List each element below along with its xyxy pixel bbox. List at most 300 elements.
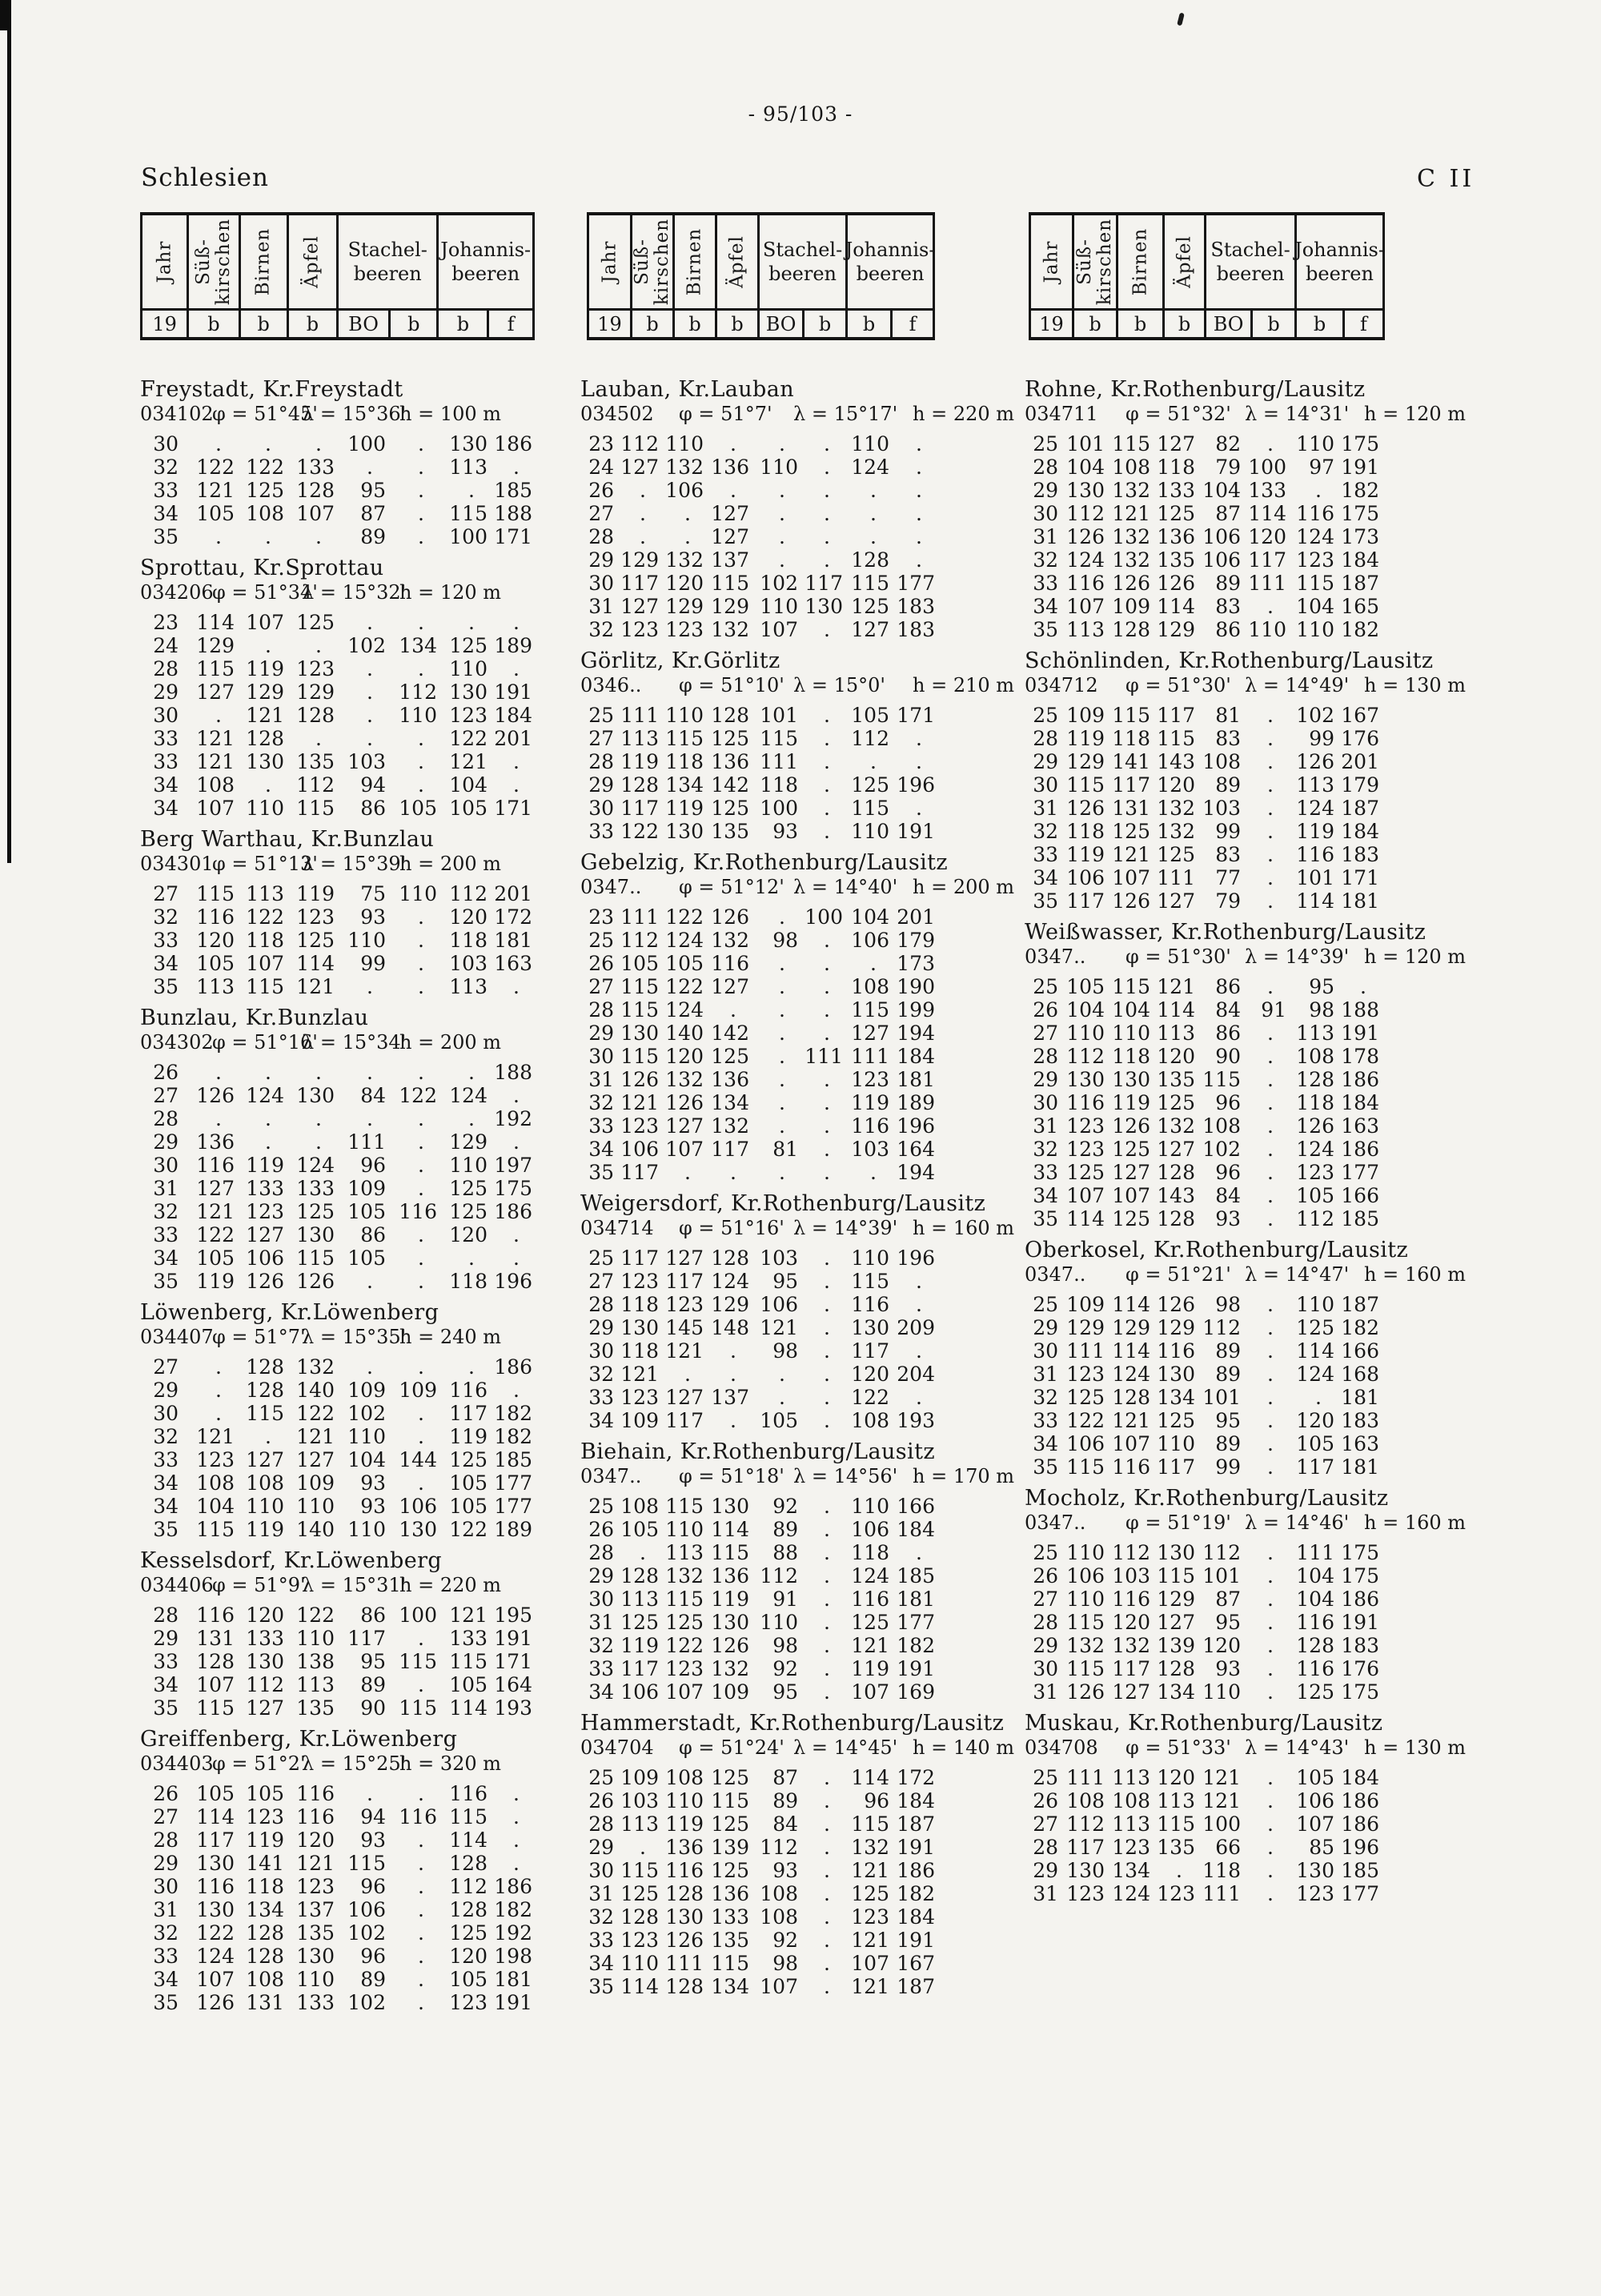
data-cell: 132	[1112, 1634, 1150, 1657]
data-cell: 128	[711, 1246, 749, 1270]
data-cell: 105	[760, 1409, 798, 1432]
data-cell: 125	[449, 1177, 488, 1200]
data-cell: 104	[1296, 1564, 1334, 1588]
station-latitude: φ = 51°19'	[1126, 1511, 1231, 1534]
data-row	[580, 1409, 1014, 1432]
data-cell: 32	[588, 1091, 614, 1114]
data-cell: 141	[1112, 750, 1150, 773]
data-row	[140, 1945, 532, 1968]
station-meta	[580, 402, 1014, 426]
data-row	[140, 1852, 532, 1875]
rotated-label: Birnen	[1130, 227, 1151, 296]
station-latitude: φ = 51°13'	[212, 853, 318, 875]
rotated-label-area	[142, 215, 187, 308]
code-cell: b	[289, 308, 336, 337]
data-cell: .	[1267, 1680, 1274, 1704]
data-cell: .	[916, 1270, 922, 1293]
data-cell: .	[513, 1246, 520, 1270]
rotated-label: Süß- kirschen	[1074, 218, 1116, 306]
data-row	[1025, 1564, 1466, 1588]
station-rows	[1025, 1293, 1466, 1479]
data-cell: 110	[347, 1518, 386, 1541]
data-cell: 108	[196, 1471, 235, 1495]
data-cell: 115	[620, 998, 659, 1022]
data-cell: 110	[449, 657, 488, 680]
data-cell: 30	[588, 1859, 614, 1882]
data-cell: 119	[1066, 843, 1105, 866]
data-cell: 133	[1157, 479, 1195, 502]
station-block	[140, 378, 532, 548]
data-cell: 177	[494, 1471, 532, 1495]
data-row	[580, 1975, 1014, 1998]
data-row	[1025, 1634, 1466, 1657]
data-cell: 105	[347, 1246, 386, 1270]
data-cell: 127	[620, 456, 659, 479]
data-cell: 128	[620, 1564, 659, 1588]
station-longitude: λ = 14°39'	[1245, 945, 1350, 968]
station-id: 0347..	[1025, 945, 1086, 968]
data-cell: 34	[153, 1246, 179, 1270]
data-cell: .	[824, 929, 830, 952]
data-cell: 181	[1341, 1386, 1379, 1409]
data-cell: 117	[805, 572, 843, 595]
station-block	[140, 1301, 532, 1541]
data-cell: 130	[851, 1316, 889, 1339]
data-cell: 183	[1341, 843, 1379, 866]
data-row	[140, 432, 532, 456]
data-cell: .	[1267, 773, 1274, 797]
data-cell: 184	[897, 1789, 935, 1812]
data-cell: 130	[196, 1898, 235, 1921]
data-cell: 96	[864, 1789, 889, 1812]
data-row	[580, 1316, 1014, 1339]
data-cell: 118	[246, 929, 284, 952]
station-elevation: h = 200 m	[913, 876, 1015, 898]
data-cell: .	[513, 1130, 520, 1154]
data-cell: 120	[1248, 525, 1286, 548]
data-cell: 35	[153, 1991, 179, 2014]
data-cell: 125	[711, 1766, 749, 1789]
data-cell: 93	[360, 1495, 386, 1518]
data-cell: 115	[851, 1812, 889, 1836]
data-cell: 129	[1066, 750, 1105, 773]
data-cell: 115	[620, 975, 659, 998]
data-cell: 124	[196, 1945, 235, 1968]
station-rows	[580, 1766, 1014, 1998]
stachelbeeren-column-header	[1204, 215, 1294, 337]
data-cell: 99	[360, 952, 386, 975]
data-cell: 105	[196, 1782, 235, 1805]
station-rows	[140, 432, 532, 548]
data-cell: 111	[620, 704, 659, 727]
data-cell: 119	[620, 750, 659, 773]
data-row	[1025, 1138, 1466, 1161]
data-cell: 130	[805, 595, 843, 618]
data-row	[1025, 1541, 1466, 1564]
data-cell: 107	[1066, 595, 1105, 618]
data-cell: 182	[1341, 1316, 1379, 1339]
data-cell: .	[1267, 1882, 1274, 1905]
rotated-label-area	[189, 215, 238, 308]
data-cell: 120	[246, 1604, 284, 1627]
data-cell: 111	[1296, 1541, 1334, 1564]
data-cell: 183	[897, 618, 935, 641]
data-cell: 29	[1033, 1316, 1058, 1339]
data-cell: 106	[665, 479, 704, 502]
data-cell: .	[418, 1223, 424, 1246]
code-cell: b	[189, 308, 238, 337]
data-cell: 125	[711, 1812, 749, 1836]
data-cell: 35	[153, 1518, 179, 1541]
data-cell: 186	[494, 1200, 532, 1223]
data-cell: 35	[1033, 889, 1058, 913]
data-cell: 34	[588, 1952, 614, 1975]
data-cell: 93	[360, 905, 386, 929]
station-latitude: φ = 51°18'	[679, 1465, 784, 1487]
data-cell: 95	[360, 479, 386, 502]
data-cell: .	[468, 1246, 475, 1270]
data-cell: 175	[494, 1177, 532, 1200]
data-cell: 143	[1157, 1184, 1195, 1207]
data-cell: 127	[246, 1223, 284, 1246]
station-rows	[580, 1246, 1014, 1432]
group-label-area	[760, 215, 845, 308]
data-cell: 30	[1033, 1339, 1058, 1363]
data-row	[1025, 866, 1466, 889]
data-cell: 33	[588, 1386, 614, 1409]
data-cell: .	[367, 704, 373, 727]
data-cell: 138	[296, 1650, 335, 1673]
data-cell: 135	[296, 1921, 335, 1945]
data-cell: 29	[588, 1316, 614, 1339]
data-cell: 122	[665, 975, 704, 998]
data-cell: 130	[1066, 479, 1105, 502]
data-cell: 126	[246, 1270, 284, 1293]
data-row	[580, 727, 1014, 750]
data-cell: 123	[196, 1448, 235, 1471]
data-cell: 134	[665, 773, 704, 797]
data-cell: 182	[897, 1882, 935, 1905]
data-cell: 98	[772, 1634, 798, 1657]
data-cell: 171	[494, 1650, 532, 1673]
rotated-label: Äpfel	[726, 235, 748, 288]
data-cell: .	[367, 727, 373, 750]
data-cell: .	[265, 525, 271, 548]
data-cell: 27	[1033, 1588, 1058, 1611]
station-rows	[140, 1604, 532, 1720]
data-cell: 29	[588, 773, 614, 797]
data-cell: 30	[588, 1339, 614, 1363]
data-cell: 132	[711, 1114, 749, 1138]
data-cell: .	[265, 1425, 271, 1448]
data-cell: 171	[1341, 866, 1379, 889]
data-cell: 187	[897, 1812, 935, 1836]
data-cell: .	[265, 634, 271, 657]
data-cell: 89	[360, 525, 386, 548]
data-cell: .	[418, 657, 424, 680]
data-cell: 100	[805, 905, 843, 929]
data-cell: .	[1315, 479, 1322, 502]
station-name: Gebelzig, Kr.Rothenburg/Lausitz	[580, 850, 948, 875]
data-cell: 120	[665, 1045, 704, 1068]
data-cell: 107	[1112, 1432, 1150, 1455]
data-cell: .	[824, 797, 830, 820]
data-cell: 127	[246, 1448, 284, 1471]
data-cell: 33	[153, 1223, 179, 1246]
data-cell: 132	[1157, 1114, 1195, 1138]
group-label-area	[1206, 215, 1294, 308]
code-b: b	[1297, 311, 1345, 337]
station-name: Sprottau, Kr.Sprottau	[140, 556, 384, 580]
station-longitude: λ = 14°40'	[793, 876, 898, 898]
data-cell: 105	[347, 1200, 386, 1223]
data-cell: 134	[711, 1975, 749, 1998]
data-row	[140, 502, 532, 525]
data-cell: 103	[620, 1789, 659, 1812]
data-cell: 127	[665, 1386, 704, 1409]
data-cell: 125	[449, 1448, 488, 1471]
data-cell: 128	[449, 1852, 488, 1875]
data-cell: 181	[1341, 889, 1379, 913]
data-cell: 115	[296, 1246, 335, 1270]
data-row	[580, 432, 1014, 456]
data-cell: .	[824, 1409, 830, 1432]
data-cell: 184	[897, 1045, 935, 1068]
data-cell: 104	[347, 1448, 386, 1471]
suesskirschen-column-header	[187, 215, 238, 337]
data-cell: .	[1267, 1022, 1274, 1045]
station-block	[140, 556, 532, 820]
data-cell: .	[779, 1045, 785, 1068]
data-cell: .	[418, 1945, 424, 1968]
data-cell: 129	[711, 1293, 749, 1316]
data-cell: 105	[449, 1673, 488, 1696]
data-cell: 192	[494, 1921, 532, 1945]
group-label: Stachel- beeren	[1210, 239, 1290, 285]
data-cell: 173	[1341, 525, 1379, 548]
data-cell: 128	[620, 773, 659, 797]
data-cell: 125	[1112, 1207, 1150, 1230]
data-cell: 129	[449, 1130, 488, 1154]
data-cell: 106	[1066, 866, 1105, 889]
data-cell: 112	[1202, 1316, 1241, 1339]
data-cell: 132	[851, 1836, 889, 1859]
station-name: Greiffenberg, Kr.Löwenberg	[140, 1727, 458, 1752]
stachelbeeren-column-header	[757, 215, 845, 337]
data-cell: 133	[296, 1177, 335, 1200]
data-cell: 105	[246, 1782, 284, 1805]
data-cell: 30	[153, 1402, 179, 1425]
data-cell: 115	[246, 1402, 284, 1425]
group-label: Stachel- beeren	[347, 239, 427, 285]
data-cell: 133	[296, 456, 335, 479]
data-cell: 123	[1066, 1882, 1105, 1905]
data-cell: 112	[760, 1564, 798, 1588]
data-cell: 119	[246, 1828, 284, 1852]
data-cell: 186	[1341, 1789, 1379, 1812]
code-b: b	[1267, 312, 1280, 335]
data-cell: 126	[1066, 525, 1105, 548]
data-cell: 110	[347, 929, 386, 952]
data-cell: 121	[1202, 1766, 1241, 1789]
code-bo: BO	[339, 311, 391, 337]
data-cell: 129	[296, 680, 335, 704]
data-cell: 133	[449, 1627, 488, 1650]
data-cell: 107	[196, 1968, 235, 1991]
data-cell: .	[215, 1355, 222, 1379]
data-cell: 130	[1296, 1859, 1334, 1882]
data-cell: 111	[851, 1045, 889, 1068]
data-cell: 129	[246, 680, 284, 704]
data-cell: .	[916, 502, 922, 525]
data-cell: 89	[1215, 1363, 1241, 1386]
data-cell: 132	[1112, 548, 1150, 572]
data-cell: 108	[760, 1882, 798, 1905]
data-cell: 120	[851, 1363, 889, 1386]
data-cell: 29	[588, 1836, 614, 1859]
rotated-label-area	[1031, 215, 1072, 308]
data-cell: 118	[1157, 456, 1195, 479]
data-cell: 133	[711, 1905, 749, 1929]
code-cell: b	[632, 308, 672, 337]
data-cell: 166	[1341, 1339, 1379, 1363]
data-cell: 28	[588, 1541, 614, 1564]
data-cell: .	[418, 432, 424, 456]
data-cell: 125	[851, 595, 889, 618]
data-cell: 126	[1112, 1114, 1150, 1138]
data-cell: 25	[1033, 975, 1058, 998]
data-cell: .	[265, 1061, 271, 1084]
data-cell: 181	[494, 929, 532, 952]
data-cell: 86	[360, 797, 386, 820]
data-cell: 110	[1248, 618, 1286, 641]
data-cell: 117	[1066, 1836, 1105, 1859]
data-cell: 121	[1112, 502, 1150, 525]
data-row	[580, 1138, 1014, 1161]
data-cell: 130	[665, 1905, 704, 1929]
data-cell: 111	[1066, 1766, 1105, 1789]
station-elevation: h = 100 m	[399, 403, 502, 425]
code-f: f	[507, 312, 515, 335]
station-longitude: λ = 14°46'	[1245, 1511, 1350, 1534]
data-cell: .	[824, 820, 830, 843]
data-cell: 29	[1033, 750, 1058, 773]
suesskirschen-column-header	[630, 215, 672, 337]
data-cell: 94	[360, 773, 386, 797]
data-cell: 111	[760, 750, 798, 773]
data-row	[140, 1627, 532, 1650]
data-cell: 123	[449, 704, 488, 727]
data-cell: 125	[296, 929, 335, 952]
data-row	[1025, 1184, 1466, 1207]
data-cell: 204	[897, 1363, 935, 1386]
data-cell: .	[1267, 975, 1274, 998]
data-row	[140, 1968, 532, 1991]
data-cell: 116	[851, 1588, 889, 1611]
data-cell: 113	[1112, 1812, 1150, 1836]
station-name: Schönlinden, Kr.Rothenburg/Lausitz	[1025, 648, 1434, 673]
data-cell: 32	[153, 905, 179, 929]
data-cell: 139	[1157, 1634, 1195, 1657]
data-cell: 110	[665, 432, 704, 456]
data-cell: .	[684, 1363, 691, 1386]
data-cell: 113	[1066, 618, 1105, 641]
data-cell: 117	[1066, 889, 1105, 913]
data-cell: 134	[1157, 1680, 1195, 1704]
station-elevation: h = 170 m	[913, 1465, 1015, 1487]
data-cell: 29	[1033, 479, 1058, 502]
data-cell: 102	[347, 1402, 386, 1425]
data-cell: .	[640, 1836, 646, 1859]
data-cell: 86	[1215, 1022, 1241, 1045]
data-cell: 105	[449, 1471, 488, 1495]
data-cell: 125	[246, 479, 284, 502]
data-cell: .	[513, 975, 520, 998]
station-latitude: φ = 51°16'	[679, 1217, 784, 1239]
data-cell: 191	[1341, 1022, 1379, 1045]
station-latitude: φ = 51°7'	[679, 403, 772, 425]
data-cell: 29	[153, 680, 179, 704]
data-row	[580, 1068, 1014, 1091]
data-cell: .	[1176, 1859, 1182, 1882]
data-cell: .	[779, 1386, 785, 1409]
data-cell: 115	[1112, 432, 1150, 456]
data-cell: 132	[1157, 820, 1195, 843]
data-cell: 112	[620, 432, 659, 456]
data-cell: 98	[1215, 1293, 1241, 1316]
data-cell: .	[1267, 1363, 1274, 1386]
station-meta	[580, 1216, 1014, 1240]
data-cell: 148	[711, 1316, 749, 1339]
data-cell: 110	[620, 1952, 659, 1975]
data-cell: .	[824, 1518, 830, 1541]
data-cell: 135	[296, 1696, 335, 1720]
data-cell: 125	[296, 1200, 335, 1223]
code-cell-split	[848, 308, 933, 337]
data-cell: 120	[1112, 1611, 1150, 1634]
data-cell: 32	[588, 1905, 614, 1929]
data-cell: 130	[399, 1518, 437, 1541]
data-row	[1025, 1611, 1466, 1634]
data-cell: .	[513, 1084, 520, 1107]
station-latitude: φ = 51°24'	[679, 1736, 784, 1759]
rotated-label-area	[289, 215, 336, 308]
data-cell: 126	[1296, 1114, 1334, 1138]
data-cell: 191	[494, 1627, 532, 1650]
data-cell: 100	[399, 1604, 437, 1627]
station-block	[1025, 1487, 1466, 1704]
data-cell: 33	[1033, 1161, 1058, 1184]
data-cell: 128	[246, 1379, 284, 1402]
data-cell: .	[315, 432, 322, 456]
data-cell: 95	[1215, 1611, 1241, 1634]
data-cell: 121	[851, 1634, 889, 1657]
data-cell: 29	[153, 1130, 179, 1154]
station-meta	[580, 875, 1014, 899]
data-cell: 115	[1157, 1812, 1195, 1836]
station-name: Rohne, Kr.Rothenburg/Lausitz	[1025, 377, 1366, 402]
data-cell: 129	[1157, 618, 1195, 641]
data-cell: 110	[760, 1611, 798, 1634]
station-meta	[1025, 402, 1466, 426]
data-row	[580, 1657, 1014, 1680]
data-cell: 115	[711, 1952, 749, 1975]
data-cell: 173	[897, 952, 935, 975]
data-cell: 127	[1157, 889, 1195, 913]
data-cell: 96	[360, 1875, 386, 1898]
data-cell: 115	[296, 797, 335, 820]
data-row	[140, 1518, 532, 1541]
